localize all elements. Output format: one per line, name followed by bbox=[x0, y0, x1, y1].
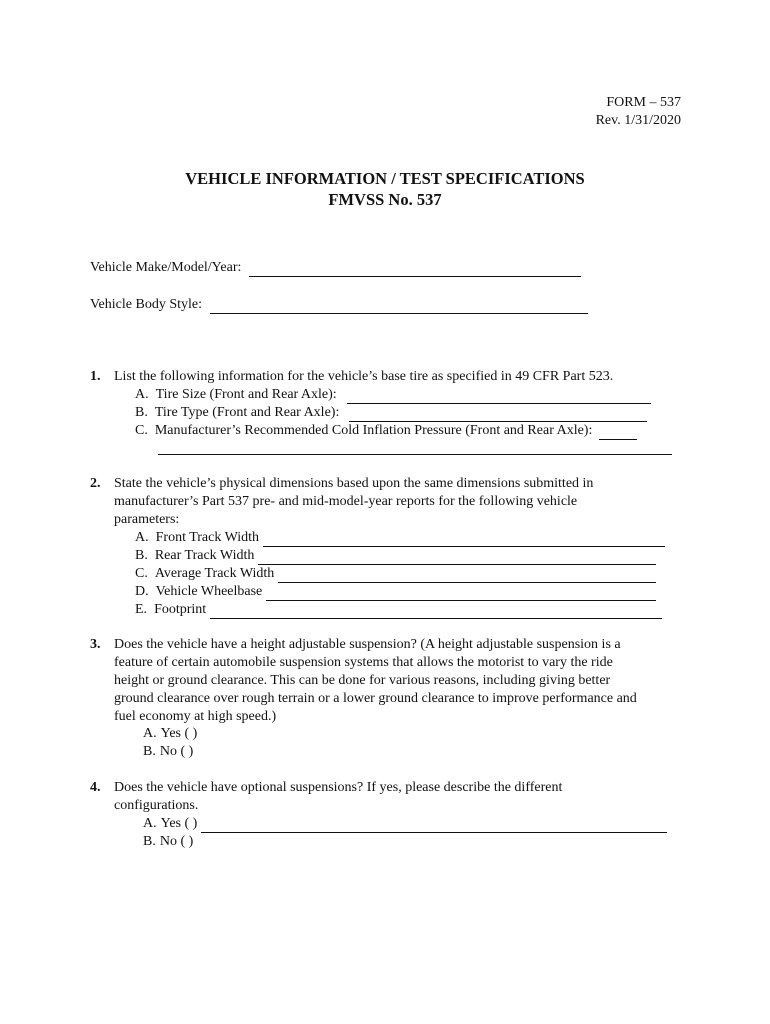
q2-text-line-1: State the vehicle’s physical dimensions based upon the same dimensions submitted in bbox=[114, 476, 594, 491]
q1-text: List the following information for the vehicle’s base tire as specified in 49 CFR Part 523. bbox=[114, 369, 614, 384]
q3-text-line-5: fuel economy at high speed.) bbox=[114, 709, 277, 724]
q1-item-a bbox=[135, 386, 651, 404]
q1-number: 1. bbox=[90, 369, 101, 384]
q1-item-c-letter: C. bbox=[135, 423, 148, 438]
body-style-input-line[interactable] bbox=[210, 299, 588, 314]
front-track-width-input-line[interactable] bbox=[263, 532, 665, 547]
q4-option-yes-letter: A. bbox=[143, 816, 157, 831]
q2-item-a bbox=[135, 529, 665, 547]
q3-option-yes[interactable] bbox=[143, 725, 197, 743]
rear-track-width-input-line[interactable] bbox=[258, 550, 656, 565]
footprint-input-line[interactable] bbox=[210, 604, 662, 619]
q1-item-c-label: Manufacturer’s Recommended Cold Inflation Pressure (Front and Rear Axle): bbox=[154, 423, 593, 438]
q3-text-line-2: feature of certain automobile suspension systems that allows the motorist to vary the ride bbox=[114, 655, 613, 670]
make-model-year-input-line[interactable] bbox=[249, 262, 581, 277]
q3-number: 3. bbox=[90, 637, 101, 652]
q1-item-a-letter: A. bbox=[135, 387, 149, 402]
q4-text-line-2: configurations. bbox=[114, 798, 199, 813]
average-track-width-input-line[interactable] bbox=[278, 568, 656, 583]
q4-number: 4. bbox=[90, 780, 101, 795]
make-model-year-field bbox=[90, 259, 581, 277]
q2-item-d bbox=[135, 583, 656, 601]
q1-item-c bbox=[135, 422, 637, 440]
q3-option-no-label[interactable]: No ( ) bbox=[159, 744, 194, 759]
tire-size-input-line[interactable] bbox=[347, 389, 651, 404]
q2-text-line-3: parameters: bbox=[114, 512, 180, 527]
q3-option-yes-label[interactable]: Yes ( ) bbox=[160, 726, 198, 741]
q3-text-line-1: Does the vehicle have a height adjustable suspension? (A height adjustable suspension is a bbox=[114, 637, 621, 652]
q3-option-no[interactable] bbox=[143, 743, 193, 761]
q2-item-e-letter: E. bbox=[135, 602, 148, 617]
q3-text-line-4: ground clearance over rough terrain or a lower ground clearance to improve performance and bbox=[114, 691, 637, 706]
q2-item-b-letter: B. bbox=[135, 548, 148, 563]
body-style-label: Vehicle Body Style: bbox=[90, 297, 202, 312]
q2-item-c-label: Average Track Width bbox=[154, 566, 275, 581]
q2-number: 2. bbox=[90, 476, 101, 491]
q4-option-yes[interactable] bbox=[143, 815, 667, 833]
q1-item-b bbox=[135, 404, 647, 422]
q2-item-e bbox=[135, 601, 662, 619]
q4-option-yes-label[interactable]: Yes ( ) bbox=[160, 816, 198, 831]
q2-item-b-label: Rear Track Width bbox=[154, 548, 255, 563]
q2-item-a-letter: A. bbox=[135, 530, 149, 545]
q4-text-line-1: Does the vehicle have optional suspensions? If yes, please describe the different bbox=[114, 780, 563, 795]
page-title: VEHICLE INFORMATION / TEST SPECIFICATIONS bbox=[185, 169, 585, 188]
vehicle-wheelbase-input-line[interactable] bbox=[266, 586, 656, 601]
tire-type-input-line[interactable] bbox=[349, 407, 647, 422]
q2-item-b bbox=[135, 547, 656, 565]
inflation-pressure-input-line[interactable] bbox=[599, 425, 637, 440]
optional-suspension-description-line[interactable] bbox=[201, 818, 667, 833]
q1-item-b-letter: B. bbox=[135, 405, 148, 420]
make-model-year-label: Vehicle Make/Model/Year: bbox=[90, 260, 242, 275]
revision-date: Rev. 1/31/2020 bbox=[595, 113, 681, 128]
q2-item-d-label: Vehicle Wheelbase bbox=[155, 584, 263, 599]
q2-item-c bbox=[135, 565, 656, 583]
q2-text-line-2: manufacturer’s Part 537 pre- and mid-model-year reports for the following vehicle bbox=[114, 494, 578, 509]
q1-item-a-label: Tire Size (Front and Rear Axle): bbox=[155, 387, 337, 402]
q1-item-b-label: Tire Type (Front and Rear Axle): bbox=[154, 405, 340, 420]
body-style-field bbox=[90, 296, 588, 314]
q3-option-yes-letter: A. bbox=[143, 726, 157, 741]
q2-item-e-label: Footprint bbox=[154, 602, 207, 617]
form-number: FORM – 537 bbox=[606, 95, 681, 110]
q2-item-d-letter: D. bbox=[135, 584, 149, 599]
q4-option-no-letter: B. bbox=[143, 834, 156, 849]
q2-item-c-letter: C. bbox=[135, 566, 148, 581]
q3-option-no-letter: B. bbox=[143, 744, 156, 759]
q4-option-no[interactable] bbox=[143, 833, 193, 851]
q2-item-a-label: Front Track Width bbox=[155, 530, 260, 545]
inflation-pressure-continuation-line[interactable] bbox=[158, 454, 672, 455]
q3-text-line-3: height or ground clearance. This can be done for various reasons, including giving better bbox=[114, 673, 611, 688]
page-subtitle: FMVSS No. 537 bbox=[328, 190, 442, 209]
q4-option-no-label[interactable]: No ( ) bbox=[159, 834, 194, 849]
